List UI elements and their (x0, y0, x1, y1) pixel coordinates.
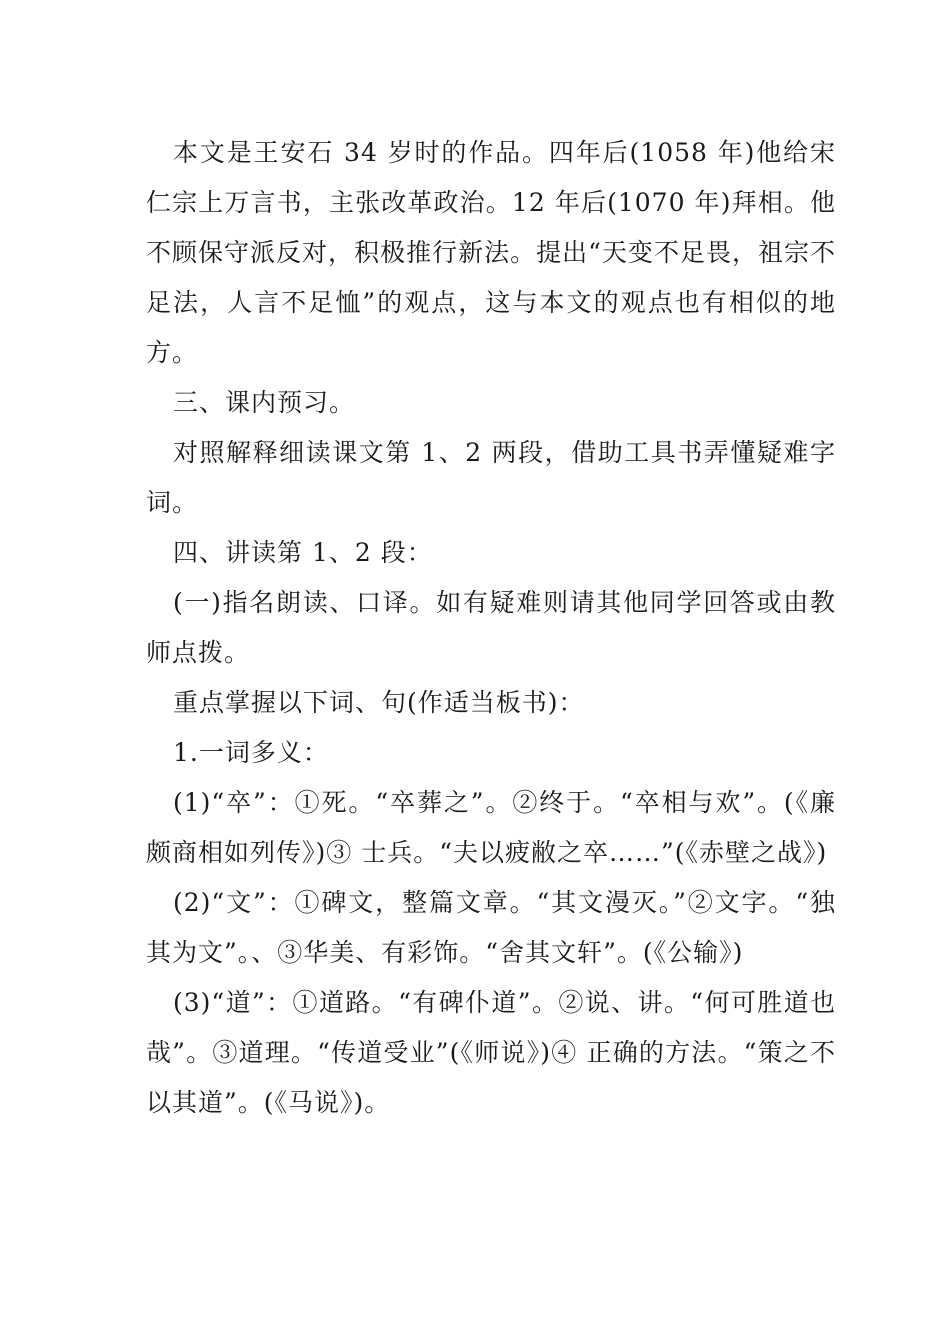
paragraph-key-points: 重点掌握以下词、句(作适当板书)： (173, 688, 585, 717)
polysemy-item-zu: (1)“卒”：①死。“卒葬之”。②终于。“卒相与欢”。(《廉颇商相如列传》)③ 士兵。“夫以疲敝之卒……”(《赤壁之战》) (146, 788, 836, 867)
section-heading-reading: 四、讲读第 1、2 段： (173, 538, 433, 567)
polysemy-item-dao: (3)“道”：①道路。“有碑仆道”。②说、讲。“何可胜道也哉”。③道理。“传道受业”(《师说》)④ 正确的方法。“策之不以其道”。(《马说》)。 (146, 988, 836, 1117)
paragraph-author-background: 本文是王安石 34 岁时的作品。四年后(1058 年)他给宋仁宗上万言书，主张改革政治。12 年后(1070 年)拜相。他不顾保守派反对，积极推行新法。提出“天变不足畏，祖宗不足法，人言不足恤”的观点，这与本文的观点也有相似的地方。 (146, 138, 836, 367)
paragraph-preview-instructions: 对照解释细读课文第 1、2 两段，借助工具书弄懂疑难字词。 (146, 438, 836, 517)
document-body (146, 128, 836, 1128)
polysemy-item-wen: (2)“文”：①碑文，整篇文章。“其文漫灭。”②文字。“独其为文”。、③华美、有彩饰。“舍其文轩”。(《公输》) (146, 888, 836, 967)
paragraph-reading-step: (一)指名朗读、口译。如有疑难则请其他同学回答或由教师点拨。 (146, 588, 836, 667)
section-heading-preview: 三、课内预习。 (173, 388, 356, 417)
subheading-polysemy: 1.一词多义： (173, 738, 329, 767)
